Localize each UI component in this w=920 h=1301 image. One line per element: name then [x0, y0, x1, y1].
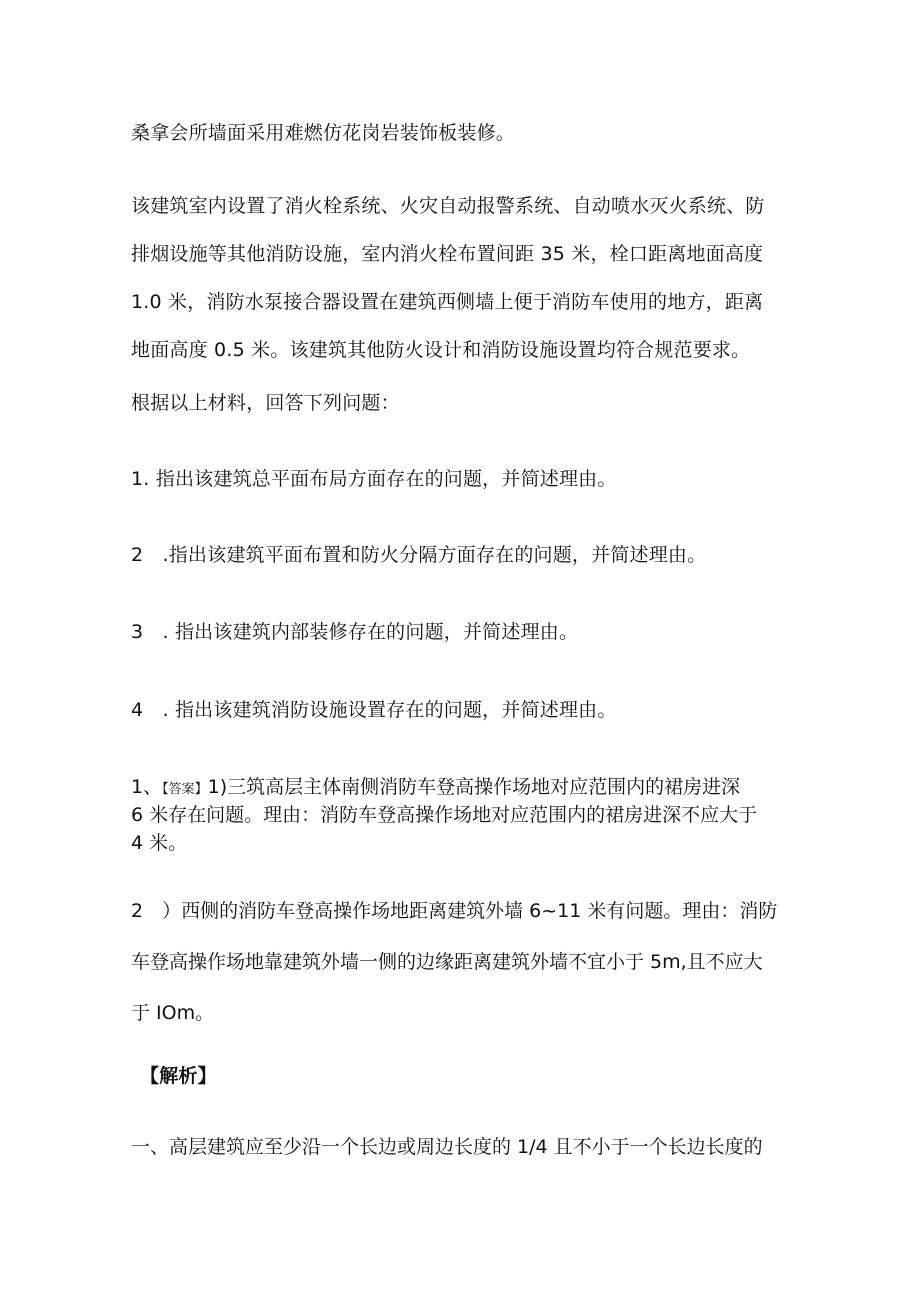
question-2: 2 .指出该建筑平面布置和防火分隔方面存在的问题，并简述理由。: [131, 544, 707, 566]
answer-1-prefix: 1、: [131, 776, 163, 798]
paragraph-fire-material: 桑拿会所墙面采用难燃仿花岗岩装饰板装修。: [131, 122, 516, 144]
analysis-heading: 【解析】: [140, 1065, 217, 1087]
question-3: 3 . 指出该建筑内部装修存在的问题，并简述理由。: [131, 621, 579, 643]
paragraph-facilities-line-2: 排烟设施等其他消防设施，室内消火栓布置间距 35 米，栓口距离地面高度: [131, 243, 764, 265]
paragraph-facilities-line-3: 1.0 米，消防水泵接合器设置在建筑西侧墙上便于消防车使用的地方，距离: [131, 291, 764, 313]
answer-1-line-1: [131, 775, 811, 802]
analysis-line-1: 一、高层建筑应至少沿一个长边或周边长度的 1/4 且不小于一个长边长度的: [131, 1136, 763, 1158]
paragraph-facilities-line-4: 地面高度 0.5 米。该建筑其他防火设计和消防设施设置均符合规范要求。: [131, 339, 751, 361]
question-1: 1. 指出该建筑总平面布局方面存在的问题，并简述理由。: [131, 468, 617, 490]
answer-tag: 【答案】: [162, 782, 208, 797]
question-4: 4 . 指出该建筑消防设施设置存在的问题，并简述理由。: [131, 699, 617, 721]
answer-2-line-2: 车登高操作场地靠建筑外墙一侧的边缘距离建筑外墙不宜小于 5m,且不应大: [131, 951, 763, 973]
question-prompt: 根据以上材料，回答下列问题：: [131, 392, 400, 414]
answer-1-line-2: 6 米存在问题。理由：消防车登高操作场地对应范围内的裙房进深不应大于: [131, 804, 758, 826]
answer-1-text: 1)三筑高层主体南侧消防车登高操作场地对应范围内的裙房进深: [207, 776, 741, 798]
paragraph-facilities-line-1: 该建筑室内设置了消火栓系统、火灾自动报警系统、自动喷水灭火系统、防: [131, 195, 765, 217]
answer-2-line-1: 2 ）西侧的消防车登高操作场地距离建筑外墙 6~11 米有问题。理由：消防: [131, 900, 778, 922]
answer-1-line-3: 4 米。: [131, 832, 188, 854]
answer-2-line-3: 于 IOm。: [131, 1002, 215, 1024]
